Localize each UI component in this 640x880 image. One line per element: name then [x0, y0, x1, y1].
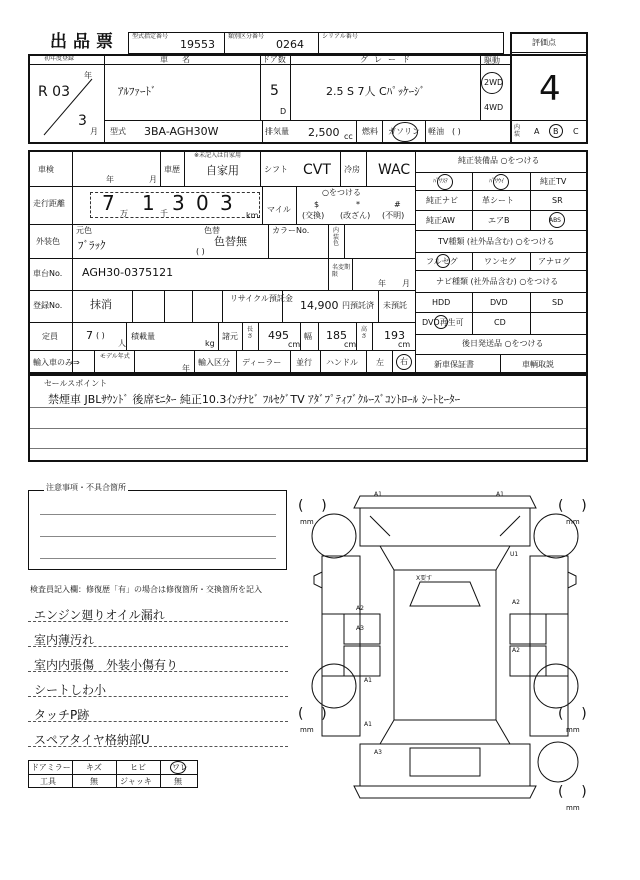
mileage-digit-2: 1: [142, 191, 155, 215]
inspector-note: 室内内張傷 外装小傷有り: [34, 658, 179, 672]
class-code: 0264: [276, 38, 304, 51]
fuel-gasoline: ガソリン: [388, 127, 420, 136]
mileage-digit-3: 3: [172, 191, 185, 215]
width: 185: [326, 329, 347, 342]
inspector-note: タッチP跡: [34, 708, 90, 722]
sales-point-text: 禁煙車 JBLｻｳﾝﾄﾞ 後席ﾓﾆﾀｰ 純正10.3ｲﾝﾁﾅﾋﾞ ﾌﾙｾｸﾞTV ｱﾀﾞﾌﾟﾃｨﾌﾞｸﾙｰｽﾞｺﾝﾄﾛｰﾙ ｼｰﾄﾋｰﾀｰ: [48, 393, 461, 406]
inspector-note: スペアタイヤ格納部U: [34, 733, 150, 747]
color-change: 色替無: [214, 235, 247, 248]
mileage-digit-1: 7: [102, 191, 115, 215]
model-code: 19553: [180, 38, 215, 51]
height: 193: [384, 329, 405, 342]
page-title: 出品票: [50, 32, 119, 52]
inspector-note: シートしわ小: [34, 683, 107, 697]
interior-grade: B: [553, 127, 559, 136]
door-count: 5: [270, 83, 279, 99]
inspector-note: エンジン廻りオイル漏れ: [34, 608, 165, 622]
seating-capacity: 7: [86, 329, 93, 342]
car-damage-diagram: A1 A1 U1 X要す A2 A3 A2 A2 A1 A3 A1: [300, 486, 590, 816]
drive-2wd: 2WD: [484, 78, 504, 87]
first-reg-era: R 03: [38, 84, 70, 100]
model-type: 3BA-AGH30W: [144, 125, 219, 138]
recycle-fee: 14,900: [300, 299, 339, 312]
inspector-label: 検査員記入欄：修復歴「有」の場合は修復箇所・交換箇所を記入: [30, 585, 262, 594]
first-reg-month: 3: [78, 113, 87, 129]
car-name: ｱﾙﾌｧｰﾄﾞ: [118, 85, 157, 98]
drive-4wd: 4WD: [484, 103, 504, 112]
grade: 2.5 S 7人 Cﾊﾟｯｹｰｼﾞ: [326, 85, 426, 98]
displacement: 2,500: [308, 126, 340, 139]
mileage-digit-5: 3: [220, 191, 233, 215]
registration: 抹消: [90, 298, 112, 311]
handle-right: 右: [400, 357, 408, 366]
length: 495: [268, 329, 289, 342]
exterior-color: ﾌﾞﾗｯｸ: [78, 239, 106, 252]
score: 4: [539, 69, 561, 109]
inspector-note: 室内薄汚れ: [34, 633, 95, 647]
mileage-digit-4: 0: [196, 191, 209, 215]
chassis-number: AGH30-0375121: [82, 266, 174, 279]
air-conditioning: WAC: [378, 162, 411, 178]
vehicle-history: 自家用: [206, 164, 239, 177]
shift: CVT: [303, 162, 331, 178]
